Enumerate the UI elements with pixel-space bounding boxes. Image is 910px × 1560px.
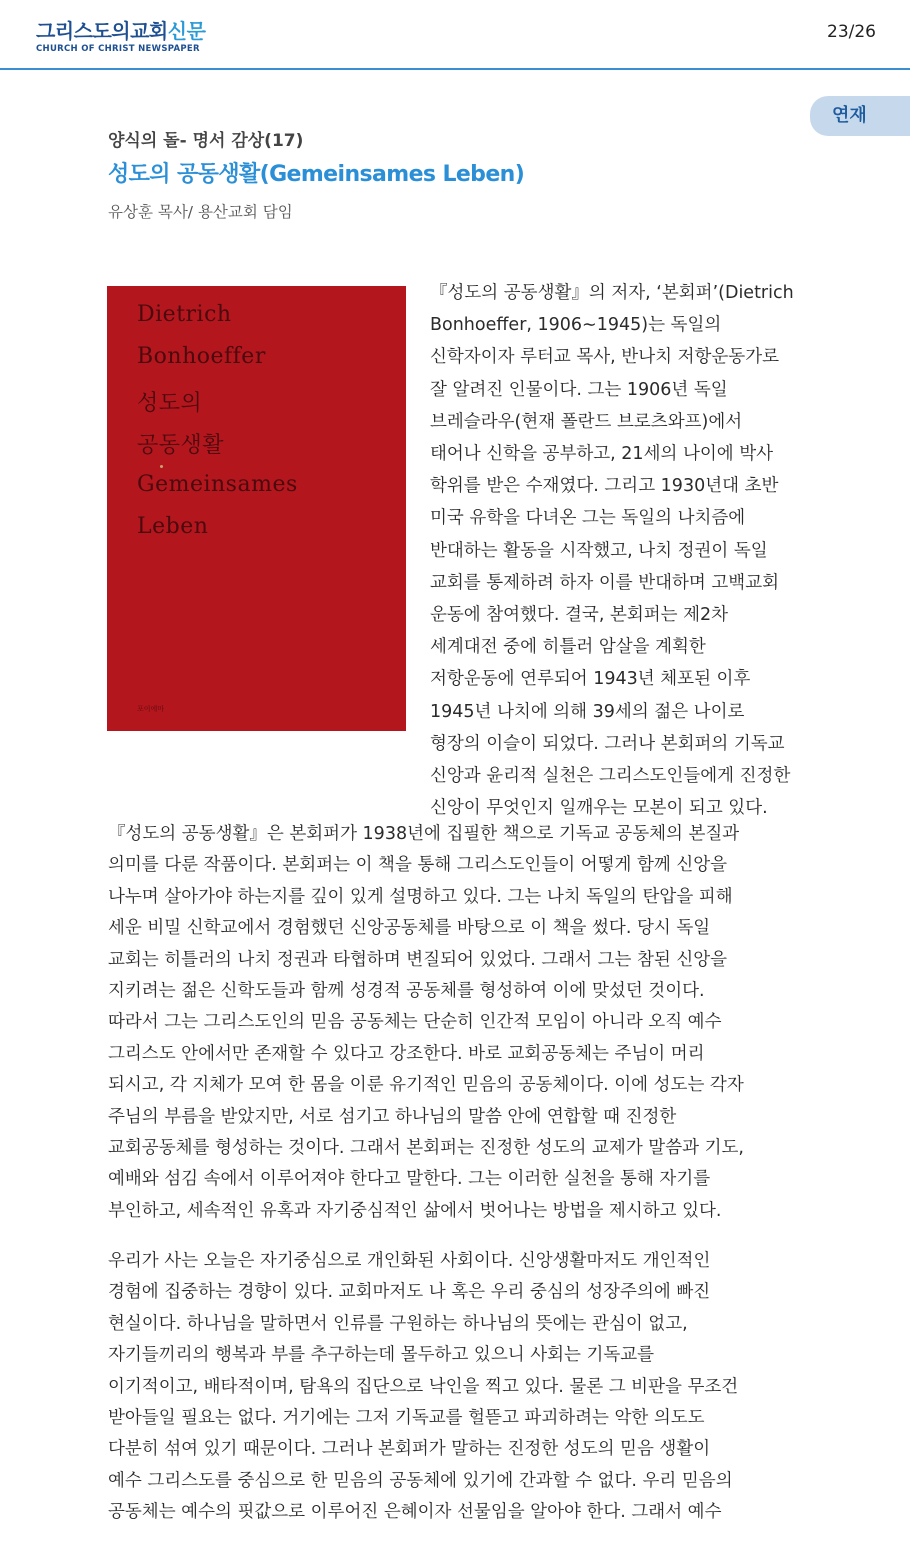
series-badge: 연재 [810,96,910,136]
text-line: 저항운동에 연루되어 1943년 체포된 이후 [430,669,751,690]
text-line: 교회공동체를 형성하는 것이다. 그래서 본회퍼는 진정한 성도의 교제가 말씀과 기도, [108,1138,744,1159]
text-line: 형장의 이슬이 되었다. 그러나 본회퍼의 기독교 [430,733,785,754]
logo-english: CHURCH OF CHRIST NEWSPAPER [36,44,200,54]
text-line: 주님의 부름을 받았지만, 서로 섬기고 하나님의 말씀 안에 연합할 때 진정한 [108,1106,677,1127]
text-line: 반대하는 활동을 시작했고, 나치 정권이 독일 [430,540,768,561]
text-line: 브레슬라우(현재 폴란드 브로츠와프)에서 [430,411,743,432]
intro-paragraph [430,277,850,824]
text-line: 세운 비밀 신학교에서 경험했던 신앙공동체를 바탕으로 이 책을 썼다. 당시 독일 [108,918,711,939]
text-line: 그리스도 안에서만 존재할 수 있다고 강조한다. 바로 교회공동체는 주님이 머리 [108,1043,705,1064]
text-line: 부인하고, 세속적인 유혹과 자기중심적인 삶에서 벗어나는 방법을 제시하고 있다. [108,1200,722,1221]
text-line: 『성도의 공동생활』의 저자, ‘본회퍼’(Dietrich [430,283,794,303]
text-line: 의미를 다룬 작품이다. 본회퍼는 이 책을 통해 그리스도인들이 어떻게 함께 신앙을 [108,855,728,876]
body-paragraph-2 [108,819,744,1227]
text-line: 교회는 히틀러의 나치 정권과 타협하며 변질되어 있었다. 그래서 그는 참된 신앙을 [108,949,728,970]
text-line: 예수 그리스도를 중심으로 한 믿음의 공동체에 있기에 간과할 수 없다. 우리 믿음의 [108,1470,733,1491]
body-paragraph-3 [108,1246,738,1529]
book-cover-line: 성도의 [137,391,203,416]
newspaper-logo[interactable] [36,20,205,54]
book-cover-line: 공동생활 [137,433,225,458]
text-line: 지키려는 젊은 신학도들과 함께 성경적 공동체를 형성하여 이에 맞섰던 것이다. [108,981,705,1002]
book-cover-line: Gemeinsames [137,472,298,497]
series-label: 양식의 돌- 명서 감상(17) [108,131,304,151]
text-line: 교회를 통제하려 하자 이를 반대하며 고백교회 [430,572,780,593]
text-line: 우리가 사는 오늘은 자기중심으로 개인화된 사회이다. 신앙생활마저도 개인적인 [108,1251,711,1271]
article-title: 성도의 공동생활(Gemeinsames Leben) [108,162,525,187]
text-line: 태어나 신학을 공부하고, 21세의 나이에 박사 [430,444,774,465]
page-header [0,0,910,70]
book-cover-line: Leben [137,514,209,539]
text-line: 학위를 받은 수재였다. 그리고 1930년대 초반 [430,476,779,497]
page-number: 23/26 [827,22,876,42]
book-cover-line: Bonhoeffer [137,344,266,369]
text-line: 현실이다. 하나님을 말하면서 인류를 구원하는 하나님의 뜻에는 관심이 없고, [108,1313,688,1334]
book-cover-dot [160,465,163,468]
text-line: 다분히 섞여 있기 때문이다. 그러나 본회퍼가 말하는 진정한 성도의 믿음 생활이 [108,1439,711,1460]
text-line: 이기적이고, 배타적이며, 탐욕의 집단으로 낙인을 찍고 있다. 물론 그 비판을 무조건 [108,1376,739,1397]
text-line: 자기들끼리의 행복과 부를 추구하는데 몰두하고 있으니 사회는 기독교를 [108,1345,655,1366]
logo-korean: 그리스도의교회신문 [36,19,206,43]
text-line: 미국 유학을 다녀온 그는 독일의 나치즘에 [430,508,746,529]
book-cover-publisher: 포이에마 [137,705,165,713]
book-cover-image [107,286,406,731]
text-line: 신앙이 무엇인지 일깨우는 모본이 되고 있다. [430,798,768,819]
text-line: 공동체는 예수의 핏값으로 이루어진 은혜이자 선물임을 알아야 한다. 그래서 예수 [108,1502,722,1523]
text-line: 신학자이자 루터교 목사, 반나치 저항운동가로 [430,347,780,368]
text-line: 1945년 나치에 의해 39세의 젊은 나이로 [430,701,745,722]
text-line: 받아들일 필요는 없다. 거기에는 그저 기독교를 헐뜯고 파괴하려는 악한 의도도 [108,1408,705,1429]
text-line: Bonhoeffer, 1906∼1945)는 독일의 [430,315,722,336]
text-line: 경험에 집중하는 경향이 있다. 교회마저도 나 혹은 우리 중심의 성장주의에 빠진 [108,1282,711,1303]
text-line: 운동에 참여했다. 결국, 본회퍼는 제2차 [430,605,729,626]
article-author: 유상훈 목사/ 용산교회 담임 [108,203,293,221]
text-line: 신앙과 윤리적 실천은 그리스도인들에게 진정한 [430,766,791,787]
book-cover-line: Dietrich [137,302,232,327]
text-line: 예배와 섬김 속에서 이루어져야 한다고 말한다. 그는 이러한 실천을 통해 자기를 [108,1169,711,1190]
text-line: 잘 알려진 인물이다. 그는 1906년 독일 [430,379,728,400]
text-line: 따라서 그는 그리스도인의 믿음 공동체는 단순히 인간적 모임이 아니라 오직 예수 [108,1012,722,1033]
text-line: 세계대전 중에 히틀러 암살을 계획한 [430,637,706,658]
text-line: 되시고, 각 지체가 모여 한 몸을 이룬 유기적인 믿음의 공동체이다. 이에 성도는 각자 [108,1075,744,1096]
text-line: 나누며 살아가야 하는지를 깊이 있게 설명하고 있다. 그는 나치 독일의 탄압을 피해 [108,886,733,907]
text-line: 『성도의 공동생활』은 본회퍼가 1938년에 집필한 책으로 기독교 공동체의 본질과 [108,824,740,844]
